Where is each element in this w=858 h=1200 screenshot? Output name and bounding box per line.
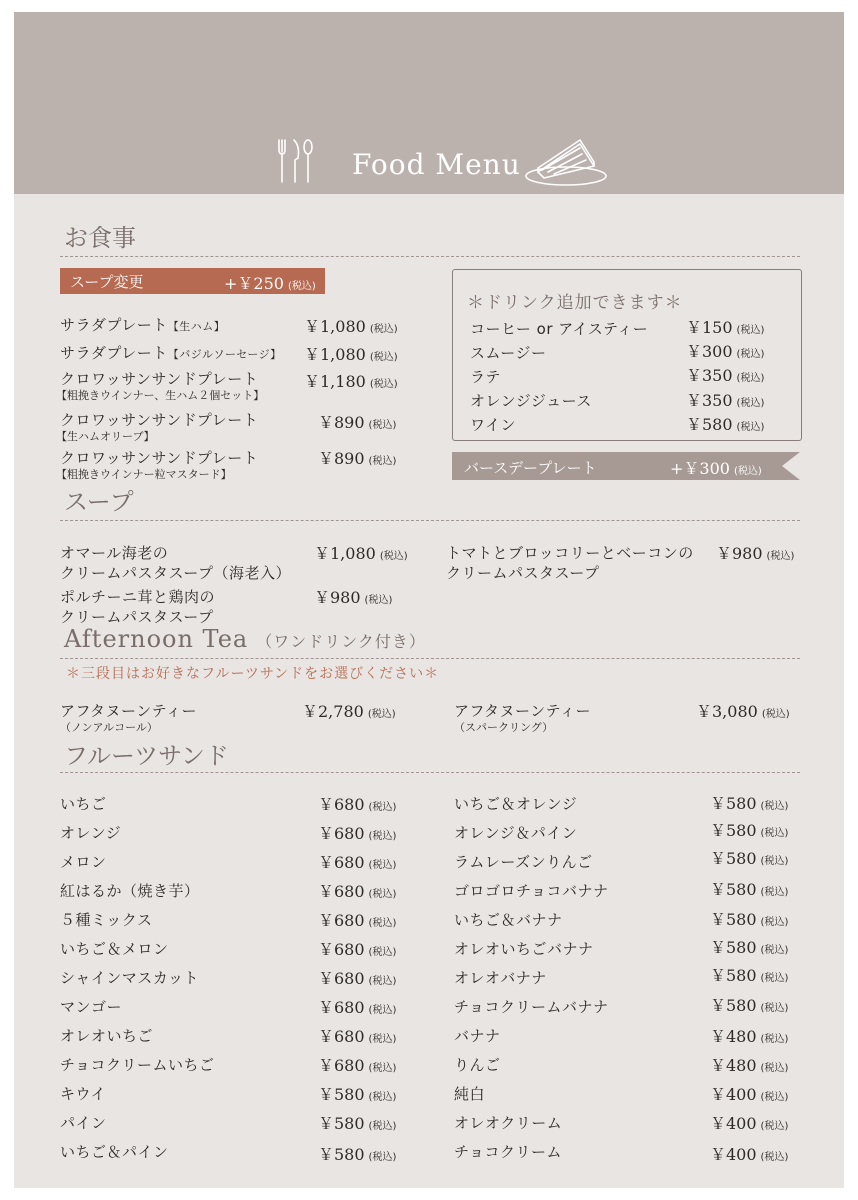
fruit-item-price: ￥580 (税込): [710, 966, 789, 985]
tea-item-price: ￥3,080 (税込): [696, 702, 790, 721]
tea-item-sub: （スパークリング）: [454, 721, 554, 734]
fruit-item-price: ￥580 (税込): [318, 1085, 397, 1104]
afternoon-tea-heading: Afternoon Tea （ワンドリンク付き）: [64, 625, 426, 653]
header-banner: [14, 12, 844, 194]
fruit-item-price: ￥580 (税込): [710, 849, 789, 868]
soup-item-line2: クリームパスタスープ: [60, 608, 214, 626]
drink-item-price: ￥580 (税込): [686, 415, 765, 434]
drink-addon-heading: ＊ドリンク追加できます＊: [467, 293, 683, 313]
fruit-item-name: オレンジ＆パイン: [454, 824, 578, 842]
fruit-item-name: 紅はるか（焼き芋）: [60, 882, 200, 900]
soup-divider: [60, 520, 800, 521]
fruit-item-price: ￥680 (税込): [318, 969, 397, 988]
fruit-item-name: いちご＆メロン: [60, 940, 169, 958]
tea-item-name: アフタヌーンティー: [454, 702, 591, 720]
meal-item-sub: 【粗挽きウインナー、生ハム２個セット】: [56, 389, 265, 402]
fruit-item-price: ￥580 (税込): [710, 794, 789, 813]
soup-item-line2: クリームパスタスープ: [446, 564, 600, 582]
tea-item-name: アフタヌーンティー: [60, 702, 197, 720]
fruit-item-price: ￥580 (税込): [710, 880, 789, 899]
fruit-item-name: りんご: [454, 1056, 501, 1074]
fruit-item-name: パイン: [60, 1114, 107, 1132]
meal-item-price: ￥1,080 (税込): [304, 345, 398, 364]
fruit-item-price: ￥680 (税込): [318, 1027, 397, 1046]
fruit-item-name: ゴロゴロチョコバナナ: [454, 882, 609, 900]
fruit-item-price: ￥400 (税込): [710, 1145, 789, 1164]
drink-item-price: ￥350 (税込): [686, 391, 765, 410]
fruit-item-name: メロン: [60, 853, 107, 871]
meal-item-sub: 【生ハムオリーブ】: [56, 430, 155, 443]
meal-item-name: クロワッサンサンドプレート: [60, 411, 259, 429]
fruit-item-price: ￥400 (税込): [710, 1114, 789, 1133]
drink-item-price: ￥350 (税込): [686, 366, 765, 385]
fruit-item-name: シャインマスカット: [60, 969, 200, 987]
meal-item-name: クロワッサンサンドプレート: [60, 449, 259, 467]
birthday-plate-banner-tip: [782, 452, 800, 480]
cutlery-icon: [276, 136, 316, 186]
drink-item-name: ラテ: [470, 368, 502, 386]
page-title: Food Menu: [352, 148, 521, 181]
fruit-item-name: 純白: [454, 1085, 486, 1103]
fruit-item-name: オレオいちごバナナ: [454, 940, 594, 958]
fruit-item-price: ￥680 (税込): [318, 1056, 397, 1075]
meal-item-price: ￥890 (税込): [318, 413, 397, 432]
soup-item-line2: クリームパスタスープ（海老入）: [60, 564, 292, 582]
meal-item-sub: 【粗挽きウインナー粒マスタード】: [56, 468, 232, 481]
drink-item-name: オレンジジュース: [470, 392, 592, 410]
afternoon-tea-note: （ワンドリンク付き）: [256, 632, 426, 651]
fruit-item-price: ￥580 (税込): [318, 1145, 397, 1164]
fruit-item-name: バナナ: [454, 1027, 501, 1045]
fruit-item-price: ￥680 (税込): [318, 824, 397, 843]
birthday-plate-price: +￥300 (税込): [670, 459, 762, 478]
afternoon-tea-divider: [60, 658, 800, 659]
fruit-item-name: ５種ミックス: [60, 911, 153, 929]
soup-item-line1: トマトとブロッコリーとベーコンの: [446, 544, 694, 562]
fruit-item-price: ￥480 (税込): [710, 1056, 789, 1075]
fruit-item-price: ￥580 (税込): [318, 1114, 397, 1133]
fruit-item-price: ￥680 (税込): [318, 795, 397, 814]
birthday-plate-banner: [452, 452, 782, 480]
fruit-item-name: いちご＆オレンジ: [454, 795, 578, 813]
soup-item-line1: ポルチーニ茸と鶏肉の: [60, 588, 216, 606]
fruit-item-price: ￥480 (税込): [710, 1027, 789, 1046]
drink-item-name: スムージー: [470, 344, 547, 362]
fruit-item-price: ￥580 (税込): [710, 821, 789, 840]
fruit-item-name: オレンジ: [60, 824, 122, 842]
meal-item-price: ￥1,180 (税込): [304, 372, 398, 391]
fruit-item-price: ￥680 (税込): [318, 882, 397, 901]
meal-item-name: サラダプレート【バジルソーセージ】: [60, 344, 282, 362]
menu-sheet: [14, 12, 844, 1188]
tea-item-price: ￥2,780 (税込): [302, 702, 396, 721]
fruit-item-name: いちご＆パイン: [60, 1143, 169, 1161]
fruit-item-name: オレオクリーム: [454, 1114, 563, 1132]
soup-item-price: ￥980 (税込): [716, 544, 795, 563]
fruit-item-name: いちご＆バナナ: [454, 911, 563, 929]
meals-divider: [60, 256, 800, 257]
drink-item-name: ワイン: [470, 416, 517, 434]
fruit-item-price: ￥680 (税込): [318, 998, 397, 1017]
afternoon-tea-sub-note: ＊三段目はお好きなフルーツサンドをお選びください＊: [66, 666, 440, 682]
meal-item-price: ￥890 (税込): [318, 449, 397, 468]
fruit-sandwich-heading: フルーツサンド: [64, 742, 229, 770]
soup-item-price: ￥980 (税込): [314, 588, 393, 607]
fruit-item-price: ￥580 (税込): [710, 938, 789, 957]
fruit-item-name: ラムレーズンりんご: [454, 853, 593, 871]
drink-item-price: ￥150 (税込): [686, 318, 765, 337]
drink-item-name: コーヒー or アイスティー: [470, 320, 649, 338]
soup-change-price: +￥250 (税込): [224, 274, 316, 293]
meal-item-name: サラダプレート【生ハム】: [60, 316, 226, 334]
drink-item-price: ￥300 (税込): [686, 342, 765, 361]
soup-change-label: スープ変更: [70, 273, 144, 291]
soup-item-line1: オマール海老の: [60, 544, 169, 562]
fruit-item-name: チョコクリーム: [454, 1143, 563, 1161]
fruit-item-price: ￥680 (税込): [318, 940, 397, 959]
fruit-item-name: キウイ: [60, 1085, 107, 1103]
fruit-item-price: ￥580 (税込): [710, 910, 789, 929]
fruit-item-name: マンゴー: [60, 998, 123, 1016]
fruit-item-price: ￥580 (税込): [710, 996, 789, 1015]
fruit-item-name: オレオいちご: [60, 1027, 154, 1045]
sandwich-icon: [524, 138, 608, 188]
soup-change-banner: [60, 268, 325, 294]
fruit-item-name: チョコクリームバナナ: [454, 998, 609, 1016]
fruit-item-price: ￥400 (税込): [710, 1085, 789, 1104]
tea-item-sub: （ノンアルコール）: [60, 721, 158, 734]
fruit-item-name: チョコクリームいちご: [60, 1056, 215, 1074]
soup-item-price: ￥1,080 (税込): [314, 544, 408, 563]
fruit-item-name: オレオバナナ: [454, 969, 547, 987]
meal-item-name: クロワッサンサンドプレート: [60, 370, 259, 388]
fruit-item-price: ￥680 (税込): [318, 911, 397, 930]
meal-item-price: ￥1,080 (税込): [304, 317, 398, 336]
meals-heading: お食事: [64, 224, 136, 252]
fruit-item-price: ￥680 (税込): [318, 853, 397, 872]
fruit-item-name: いちご: [60, 795, 107, 813]
fruit-sandwich-divider: [60, 772, 800, 773]
birthday-plate-label: バースデープレート: [464, 459, 597, 477]
soup-heading: スープ: [64, 488, 134, 516]
